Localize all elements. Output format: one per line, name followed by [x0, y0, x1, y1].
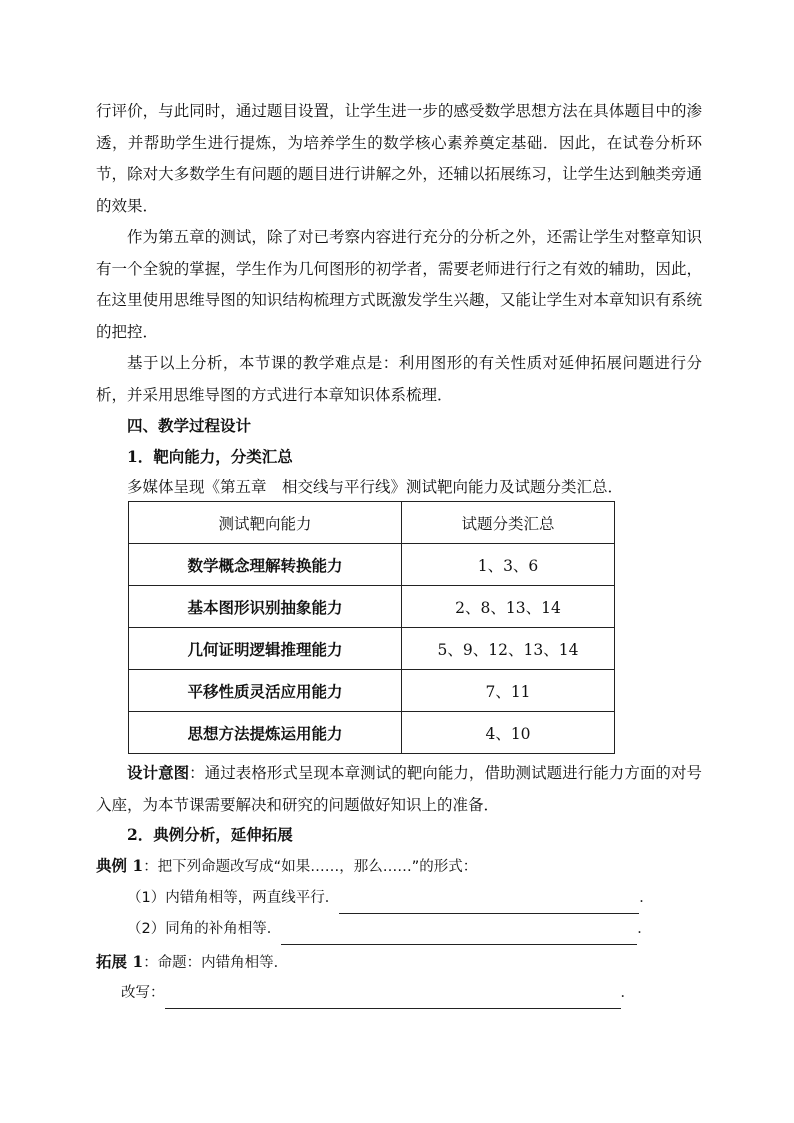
- table-header-questions: 试题分类汇总: [402, 502, 615, 544]
- table-header-ability: 测试靶向能力: [129, 502, 402, 544]
- table-row: [129, 670, 615, 712]
- example1-item1: [127, 883, 654, 914]
- ability-classification-table: [128, 501, 615, 754]
- table-header-row: [129, 502, 615, 544]
- table-row: [129, 712, 615, 754]
- section-heading-teaching-process: 四、教学过程设计: [127, 416, 252, 435]
- table-row: [129, 586, 615, 628]
- step2-heading: 2．典例分析，延伸拓展: [127, 825, 293, 844]
- paragraph-teaching-difficulty: 基于以上分析，本节课的教学难点是：利用图形的有关性质对延伸拓展问题进行分析，并采用思维导图的方式进行本章知识体系梳理．: [96, 354, 702, 404]
- example1-label: 典例 1: [96, 856, 144, 875]
- example1-item2-text: （2）同角的补角相等．: [127, 921, 282, 937]
- extend1-rewrite-label: 改写：: [121, 985, 165, 1001]
- extend1-rewrite-line: [121, 978, 635, 1009]
- answer-blank-3[interactable]: [165, 994, 621, 1009]
- table-row: [129, 544, 615, 586]
- design-intent-text: ：通过表格形式呈现本章测试的靶向能力，借助测试题进行能力方面的对号入座，为本节课需要解决和研究的问题做好知识上的准备．: [96, 764, 702, 814]
- example1-item2: [127, 914, 652, 945]
- table-cell-questions: 2、8、13、14: [402, 586, 615, 628]
- table-cell-questions: 5、9、12、13、14: [402, 628, 615, 670]
- example1-item2-end: ．: [637, 921, 652, 937]
- design-intent-label: 设计意图: [127, 763, 190, 782]
- design-intent-paragraph: [96, 757, 702, 821]
- table-cell-ability: 平移性质灵活应用能力: [129, 670, 402, 712]
- answer-blank-1[interactable]: [339, 899, 639, 914]
- table-cell-ability: 基本图形识别抽象能力: [129, 586, 402, 628]
- table-cell-ability: 几何证明逻辑推理能力: [129, 628, 402, 670]
- step1-heading: 1．靶向能力，分类汇总: [127, 447, 293, 466]
- step1-intro: 多媒体呈现《第五章 相交线与平行线》测试靶向能力及试题分类汇总．: [127, 478, 624, 496]
- extend1-rewrite-end: ．: [620, 985, 635, 1001]
- table-cell-questions: 4、10: [402, 712, 615, 754]
- answer-blank-2[interactable]: [281, 930, 637, 945]
- example1-item1-end: ．: [639, 890, 654, 906]
- extend1-text: ：命题：内错角相等．: [143, 955, 289, 971]
- extend1-label: 拓展 1: [96, 952, 144, 971]
- example1-line: [96, 850, 477, 883]
- table-cell-questions: 1、3、6: [402, 544, 615, 586]
- paragraph-chapter-test: 作为第五章的测试，除了对已考察内容进行充分的分析之外，还需让学生对整章知识有一个全貌的掌握，学生作为几何图形的初学者，需要老师进行行之有效的辅助，因此，在这里使用思维导图的知识结构梳理方式既激发学生兴趣，又能让学生对本章知识有系统的把控．: [96, 228, 702, 341]
- extend1-line: [96, 946, 288, 979]
- example1-text: ：把下列命题改写成“如果……，那么……”的形式：: [143, 859, 478, 875]
- table-row: [129, 628, 615, 670]
- table-cell-questions: 7、11: [402, 670, 615, 712]
- example1-item1-text: （1）内错角相等，两直线平行．: [127, 890, 340, 906]
- paragraph-evaluation: 行评价，与此同时，通过题目设置，让学生进一步的感受数学思想方法在具体题目中的渗透，并帮助学生进行提炼，为培养学生的数学核心素养奠定基础．因此，在试卷分析环节，除对大多数学生有问题的题目进行讲解之外，还辅以拓展练习，让学生达到触类旁通的效果．: [96, 102, 702, 215]
- table-cell-ability: 思想方法提炼运用能力: [129, 712, 402, 754]
- table-cell-ability: 数学概念理解转换能力: [129, 544, 402, 586]
